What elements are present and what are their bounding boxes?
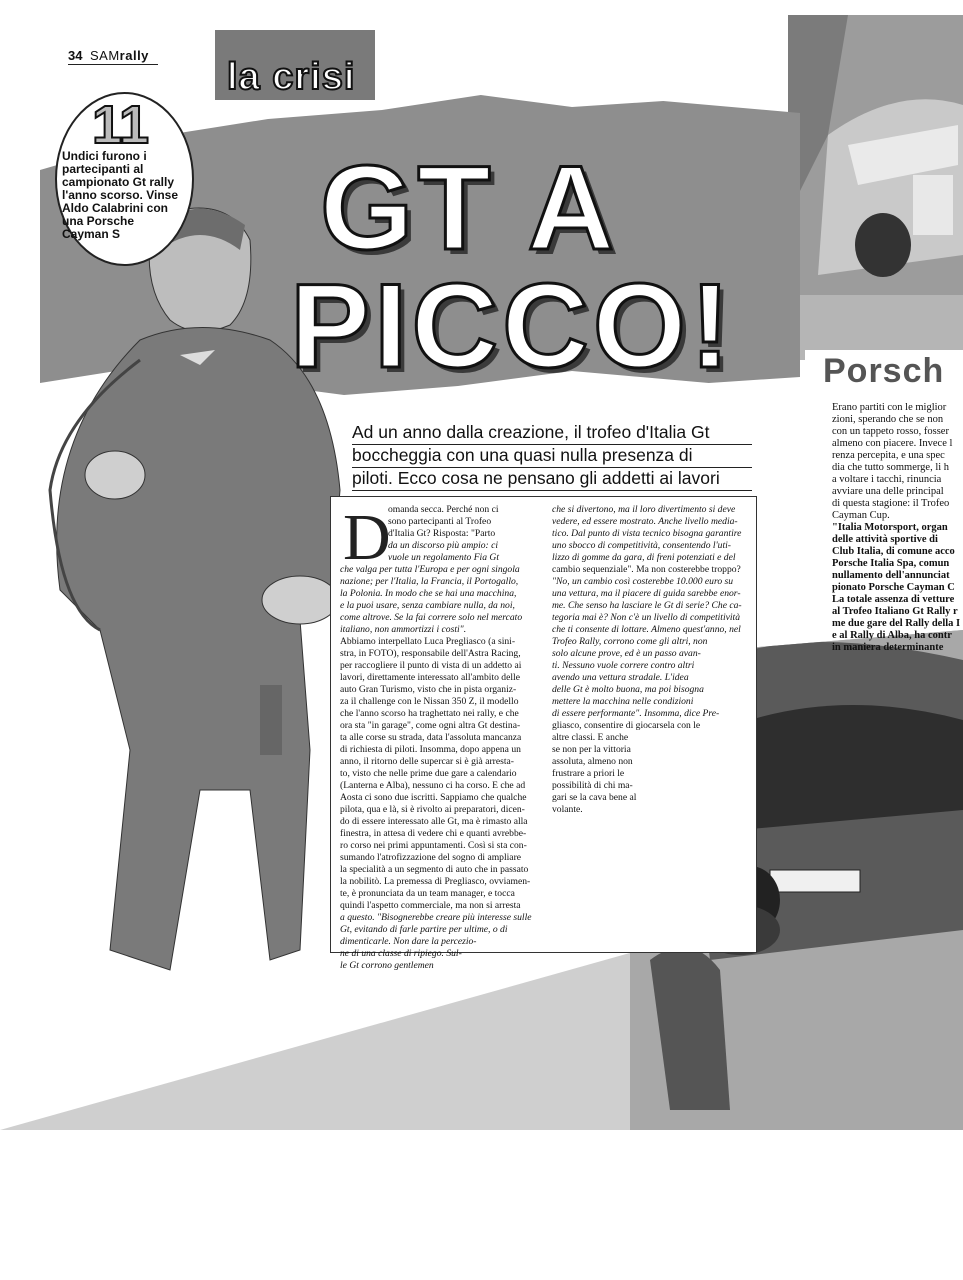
article-column-1 — [340, 501, 538, 972]
article-line: omanda secca. Perché non ci — [388, 504, 499, 515]
article-line: vedere, ed essere mostrato. Anche livello media- — [552, 516, 738, 527]
article-line: uno sbocco di competitività, consentendo l'uti- — [552, 540, 731, 551]
article-line: da un discorso più ampio: ci — [388, 540, 499, 551]
article-line: frustrare a priori le — [552, 768, 625, 779]
article-line: cambio sequenziale". Ma non costerebbe troppo? — [552, 564, 741, 575]
article-line: pilota, qua e là, si è rivolto ai preparatori, dicen- — [340, 804, 525, 815]
article-line: ta alle corse su strada, data l'assoluta mancanza — [340, 732, 522, 743]
section-kicker: la crisi — [227, 56, 356, 98]
sidebar-line: avviare una delle principal — [832, 486, 944, 497]
sidebar-line: La totale assenza di vetture — [832, 594, 955, 605]
article-line: me. Che senso ha lasciare le Gt di serie? Che ca- — [552, 600, 742, 611]
sidebar-line: almeno con piacere. Invece l — [832, 438, 953, 449]
article-line: che ti consente di lottare. Almeno quest'anno, nel — [552, 624, 741, 635]
article-line: sono partecipanti al Trofeo — [388, 516, 492, 527]
sidebar-line: e al Rally di Alba, ha contr — [832, 630, 952, 641]
article-line: ro corso nei primi appuntamenti. Così si sta con- — [340, 840, 527, 851]
article-line: to, visto che nelle prime due gare a calendario — [340, 768, 517, 779]
article-line: finestra, in attesa di vedere chi e quanti avrebbe- — [340, 828, 527, 839]
subtitle — [352, 422, 752, 491]
article-column-2 — [552, 504, 750, 816]
article-line: a questo. "Bisognerebbe creare più interesse sulle — [340, 912, 532, 923]
sidebar-line: nullamento dell'annunciat — [832, 570, 950, 581]
sidebar-line: delle attività sportive di — [832, 534, 938, 545]
headline-line-1: GT A — [320, 141, 619, 275]
subtitle-line: piloti. Ecco cosa ne pensano gli addetti ai lavori — [352, 468, 752, 491]
section-kicker-box — [215, 30, 375, 100]
article-line: per raccogliere il punto di vista di un addetto ai — [340, 660, 522, 671]
article-line: mettere la macchina nelle condizioni — [552, 696, 694, 707]
article-line: delle Gt è molto buona, ma poi bisogna — [552, 684, 704, 695]
sidebar-line: zioni, sperando che se non — [832, 414, 944, 425]
article-line: lizzo di gomme da gara, di freni potenziati e del — [552, 552, 736, 563]
subtitle-line: boccheggia con una quasi nulla presenza di — [352, 445, 752, 468]
page-number: 34 — [68, 48, 83, 63]
sidebar-line: Club Italia, di comune acco — [832, 546, 955, 557]
article-line: "No, un cambio così costerebbe 10.000 euro su — [552, 576, 734, 587]
article-line: se non per la vittoria — [552, 744, 631, 755]
sidebar-line: con un tappeto rosso, fosser — [832, 426, 949, 437]
article-line: dimenticarle. Non dare la percezio- — [340, 936, 477, 947]
article-line: nazione; per l'Italia, la Francia, il Portogallo, — [340, 576, 519, 587]
article-line: Abbiamo interpellato Luca Pregliasco (a sini- — [340, 636, 516, 647]
article-line: di essere performante". Insomma, dice Pre- — [552, 708, 720, 719]
sidebar-line: Erano partiti con le miglior — [832, 402, 947, 413]
article-line: lavori, direttamente interessato all'ambito delle — [340, 672, 520, 683]
sidebar-line: renza percepita, e una spec — [832, 450, 945, 461]
sidebar-line: in maniera determinante — [832, 642, 944, 653]
badge-text: Undici furono i partecipanti al campionato Gt rally l'anno scorso. Vinse Aldo Calabrini con una Porsche Cayman S — [62, 149, 179, 241]
sidebar-line: Porsche Italia Spa, comun — [832, 558, 950, 569]
sidebar-title: Porsch — [823, 352, 945, 390]
article-line: auto Gran Turismo, visto che in pista organiz- — [340, 684, 517, 695]
magazine-prefix: SAM — [90, 48, 120, 63]
article-line: te, è pronunciata da un team manager, e tocca — [340, 888, 515, 899]
magazine-suffix: rally — [119, 48, 149, 63]
article-line: quindi l'aspetto commerciale, ma non si arresta — [340, 900, 521, 911]
sidebar-line: "Italia Motorsport, organ — [832, 522, 948, 533]
article-line: Gt, evitando di farle partire per ultime, o di — [340, 924, 508, 935]
article-line: ora sta "in garage", come ogni altra Gt destina- — [340, 720, 521, 731]
magazine-name — [90, 48, 149, 63]
article-line: come altrove. Se la fai correre solo nel mercato — [340, 612, 523, 623]
article-line: (Lanterna e Alba), nessuno ci ha corso. E che ad — [340, 780, 526, 791]
article-line: italiano, non ammortizzi i costi". — [340, 624, 467, 635]
article-line: che l'anno scorso ha traghettato nei rally, e che — [340, 708, 519, 719]
article-line: anno, il ritorno delle supercar si è già arresta- — [340, 756, 514, 767]
sidebar-line: Cayman Cup. — [832, 510, 890, 521]
article-line: la nobilitò. La premessa di Pregliasco, ovviamen- — [340, 876, 531, 887]
article-line: tico. Dal punto di vista tecnico bisogna garantire — [552, 528, 742, 539]
article-line: possibilità di chi ma- — [552, 780, 633, 791]
sidebar-title-box — [805, 350, 963, 400]
article-line: solo alcune prove, ed è un passo avan- — [552, 648, 701, 659]
article-line: altre classi. E anche — [552, 732, 629, 743]
sidebar-line: al Trofeo Italiano Gt Rally r — [832, 606, 958, 617]
rally-car-photo — [788, 15, 963, 360]
subtitle-line: Ad un anno dalla creazione, il trofeo d'Italia Gt — [352, 422, 752, 445]
article-line: le Gt corrono gentlemen — [340, 960, 434, 971]
article-line: gliasco, consentire di giocarsela con le — [552, 720, 701, 731]
sidebar-line: me due gare del Rally della I — [832, 618, 961, 629]
headline-line-2: PICCO! — [290, 258, 734, 393]
article-line: Aosta ci sono due iscritti. Sappiamo che qualche — [340, 792, 527, 803]
article-line: una vettura, ma il piacere di guida sarebbe enor- — [552, 588, 741, 599]
article-line: tegoria mai è? Non c'è un livello di competitività — [552, 612, 741, 623]
article-line: ti. Nessuno vuole correre contro altri — [552, 660, 695, 671]
article-line: vuole un regolamento Fia Gt — [388, 552, 500, 563]
article-line: volante. — [552, 804, 583, 815]
sidebar-text — [832, 402, 963, 653]
article-line: sumando l'atrofizzazione del sogno di ampliare — [340, 852, 522, 863]
article-line: avendo una vettura stradale. L'idea — [552, 672, 689, 683]
sidebar-line: di questa stagione: il Trofeo — [832, 498, 950, 509]
sidebar-line: a voltare i tacchi, rinuncia — [832, 474, 942, 485]
article-line: di richiesta di piloti. Insomma, dopo appena un — [340, 744, 521, 755]
article-line: gari se la cava bene al — [552, 792, 637, 803]
rally-car-photo-art — [788, 15, 963, 360]
headline — [290, 141, 734, 393]
article-line: do di essere interessato alle Gt, ma è rimasto alla — [340, 816, 528, 827]
sidebar-line: dia che tutto sommerge, li h — [832, 462, 950, 473]
sidebar-line: pionato Porsche Cayman C — [832, 582, 955, 593]
article-line: la specialità a un segmento di auto che in passato — [340, 864, 529, 875]
article-line: ne di una classe di ripiego. Sul- — [340, 948, 462, 959]
drop-cap: D — [343, 501, 391, 574]
article-line: assoluta, almeno non — [552, 756, 633, 767]
article-line: stra, in FOTO), responsabile dell'Astra Racing, — [340, 648, 521, 659]
badge-number: 11 — [92, 95, 150, 155]
article-line: che valga per tutta l'Europa e per ogni singola — [340, 564, 520, 575]
article-line: Trofeo Rally, corrono come gli altri, non — [552, 636, 708, 647]
article-line: la Polonia. In modo che se hai una macchina, — [340, 588, 517, 599]
article-line: d'Italia Gt? Risposta: "Parto — [388, 528, 496, 539]
header-rule — [68, 64, 158, 65]
article-line: e la puoi usare, senza cambiare nulla, da noi, — [340, 600, 515, 611]
article-line: za il challenge con le Nissan 350 Z, il modello — [340, 696, 519, 707]
article-line: che si divertono, ma il loro divertimento si deve — [552, 504, 736, 515]
